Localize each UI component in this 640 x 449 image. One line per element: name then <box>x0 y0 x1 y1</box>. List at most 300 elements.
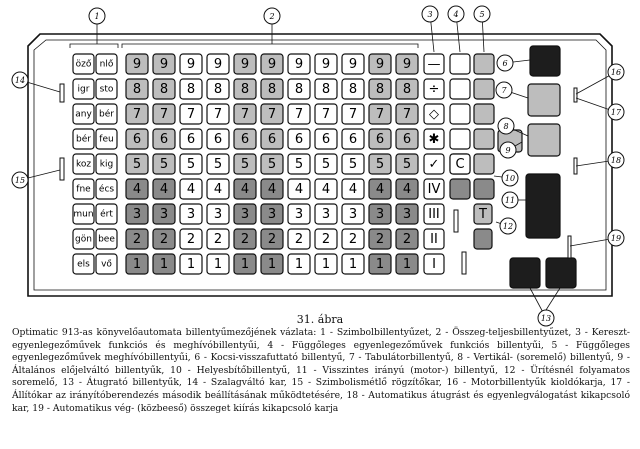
amount-key-c11-r5-label: 5 <box>402 157 412 172</box>
word-key-r7-b <box>96 204 117 224</box>
amount-key-c10-r2-label: 8 <box>375 82 385 97</box>
word-key-r4-b <box>96 129 117 149</box>
clear-linefeed-key <box>474 204 492 224</box>
word-key-r7-b-label: ért <box>100 209 113 220</box>
amount-key-c8-r8-label: 2 <box>321 232 331 247</box>
amount-key-c2-r7 <box>153 204 175 224</box>
amount-key-c6-r7-label: 3 <box>267 207 277 222</box>
callout-5 <box>474 6 490 52</box>
vertical-key-b-6 <box>474 179 494 199</box>
amount-key-c4-r9 <box>207 254 229 274</box>
callout-14 <box>12 72 60 92</box>
amount-key-c1-r3-label: 7 <box>132 107 142 122</box>
motor-key <box>526 174 560 238</box>
amount-key-c4-r1-label: 9 <box>213 57 223 72</box>
amount-key-c4-r8-label: 2 <box>213 232 223 247</box>
amount-key-c3-r8 <box>180 229 202 249</box>
amount-key-c3-r4 <box>180 129 202 149</box>
roman-key-2 <box>424 204 444 224</box>
amount-key-c2-r1-label: 9 <box>159 57 169 72</box>
vertical-key-b-6-cap <box>474 179 494 199</box>
amount-key-c8-r9-label: 1 <box>321 257 331 272</box>
amount-key-c4-r3 <box>207 104 229 124</box>
vertical-key-b-1-cap <box>474 54 494 74</box>
amount-key-c4-r3-label: 7 <box>213 107 223 122</box>
word-key-r6-b-label: écs <box>98 184 115 195</box>
amount-key-c5-r3-label: 7 <box>240 107 250 122</box>
callout-4-label: 4 <box>453 10 459 19</box>
carriage-return-key-cap <box>530 46 560 76</box>
callout-2-label: 2 <box>269 12 275 21</box>
correction-key-c <box>450 154 470 174</box>
word-key-r1-b-label: nlő <box>99 59 114 70</box>
amount-key-c10-r6 <box>369 179 391 199</box>
amount-key-c8-r6 <box>315 179 337 199</box>
amount-key-c11-r7-label: 3 <box>402 207 412 222</box>
amount-key-c1-r2 <box>126 79 148 99</box>
amount-key-c9-r4-label: 6 <box>348 132 358 147</box>
amount-key-c11-r6-label: 4 <box>402 182 412 197</box>
word-key-r2-b <box>96 79 117 99</box>
vertical-key-a-3-cap <box>450 104 470 124</box>
callout-2 <box>264 8 280 44</box>
amount-key-c8-r1 <box>315 54 337 74</box>
tab-key <box>528 84 560 116</box>
amount-key-c6-r9-label: 1 <box>267 257 277 272</box>
amount-key-c7-r9-label: 1 <box>294 257 304 272</box>
roman-key-3-label: II <box>430 232 438 247</box>
word-key-r6-a-label: fne <box>76 184 91 195</box>
callout-3 <box>422 6 438 52</box>
vertical-key-a-1-cap <box>450 54 470 74</box>
amount-key-c7-r8 <box>288 229 310 249</box>
word-key-r1-a <box>73 54 94 74</box>
figure-title: 31. ábra <box>296 313 344 326</box>
amount-key-c5-r4-label: 6 <box>240 132 250 147</box>
callout-1 <box>89 8 105 44</box>
amount-key-c7-r1-label: 9 <box>294 57 304 72</box>
word-key-r9-a-label: els <box>77 259 90 270</box>
word-key-r9-a <box>73 254 94 274</box>
word-key-r5-a-label: koz <box>75 159 92 170</box>
vertical-key-b-4-cap <box>474 129 494 149</box>
amount-key-c5-r6 <box>234 179 256 199</box>
amount-key-c6-r5-label: 5 <box>267 157 277 172</box>
vertical-key-b-2-cap <box>474 79 494 99</box>
amount-key-c2-r8-label: 2 <box>159 232 169 247</box>
callout-5-label: 5 <box>479 10 485 19</box>
amount-key-c2-r5 <box>153 154 175 174</box>
amount-key-c6-r3-label: 7 <box>267 107 277 122</box>
amount-key-c9-r1 <box>342 54 364 74</box>
word-key-r2-a <box>73 79 94 99</box>
callout-13-label: 13 <box>540 314 552 323</box>
amount-key-c11-r3-label: 7 <box>402 107 412 122</box>
callout-17-label: 17 <box>610 108 622 117</box>
word-key-r3-a-label: any <box>75 109 92 120</box>
group-2-bracket <box>122 44 418 48</box>
roman-key-2-label: III <box>428 207 440 222</box>
function-key-5 <box>424 154 444 174</box>
amount-key-c11-r4 <box>396 129 418 149</box>
amount-key-c10-r8-label: 2 <box>375 232 385 247</box>
callout-16 <box>576 64 624 94</box>
amount-key-c4-r7-label: 3 <box>213 207 223 222</box>
amount-key-c1-r7-label: 3 <box>132 207 142 222</box>
word-key-r2-b-label: sto <box>99 84 114 95</box>
amount-key-c3-r3-label: 7 <box>186 107 196 122</box>
callout-19 <box>570 230 624 246</box>
amount-key-c4-r5-label: 5 <box>213 157 223 172</box>
word-key-r9-b <box>96 254 117 274</box>
amount-key-c6-r7 <box>261 204 283 224</box>
amount-key-c1-r6-label: 4 <box>132 182 142 197</box>
amount-key-c6-r8 <box>261 229 283 249</box>
amount-key-c9-r7-label: 3 <box>348 207 358 222</box>
word-key-r8-b <box>96 229 117 249</box>
amount-key-c8-r5 <box>315 154 337 174</box>
function-key-1-label: — <box>427 57 441 72</box>
amount-key-c1-r6 <box>126 179 148 199</box>
amount-key-c3-r7 <box>180 204 202 224</box>
group-1-bracket <box>70 44 118 48</box>
amount-key-c5-r5-label: 5 <box>240 157 250 172</box>
amount-key-c11-r8-label: 2 <box>402 232 412 247</box>
amount-key-c9-r5 <box>342 154 364 174</box>
vertical-key-a-6 <box>450 179 470 199</box>
amount-key-c3-r3 <box>180 104 202 124</box>
vertical-feed-key-cap <box>528 124 560 156</box>
amount-key-c3-r5 <box>180 154 202 174</box>
callout-14-label: 14 <box>14 76 26 85</box>
amount-key-c1-r9 <box>126 254 148 274</box>
amount-key-c7-r3-label: 7 <box>294 107 304 122</box>
amount-key-c8-r9 <box>315 254 337 274</box>
amount-key-c9-r3-label: 7 <box>348 107 358 122</box>
figure-caption: Optimatic 913-as könyvelőautomata billentyűmezőjének vázlata: 1 - Szimbolbillentyűzet, 2 - Összeg-teljesbillentyűzet, 3 - Kereszt-egyenlegezőművek funkciós és meghívóbillentyűi, 4 - Függőleges egyenlegezőművek funkciós billentyűi, 5 - Függőleges egyenlegezőművek meghívóbillentyűi, 6 - Kocsi-visszafuttató billentyű, 7 - Tabulátorbillentyű, 8 - Vertikál- (soremelő) billentyű, 9 - Általános előjelváltó billentyűk, 10 - Helyesbítőbillentyű, 11 - Visszintes irányú (motor-) billentyű, 12 - Ürítésnél folyamatos soremelő, 13 - Átugrató billentyűk, 14 - Szalagváltó kar, 15 - Szimbolismétlő rögzítőkar, 16 - Motorbillentyűk kioldókarja, 17 - Állítókar az irányítóberendezés második beállításának működtetésére, 18 - Automatikus átugrást és egyenlegválogatást kikapcsoló kar, 19 - Automatikus vég- (közbeeső) összeget kiírás kikapcsoló karja <box>12 327 630 414</box>
skip-key-left <box>510 258 540 288</box>
callout-16-label: 16 <box>610 68 622 77</box>
amount-key-c2-r4 <box>153 129 175 149</box>
amount-key-c1-r1-label: 9 <box>132 57 142 72</box>
motor-key-cap <box>526 174 560 238</box>
amount-key-c2-r6 <box>153 179 175 199</box>
amount-key-c10-r6-label: 4 <box>375 182 385 197</box>
roman-key-4 <box>424 254 444 274</box>
amount-key-c2-r1 <box>153 54 175 74</box>
word-key-r3-b-label: bér <box>99 109 114 120</box>
amount-key-c3-r9-label: 1 <box>186 257 196 272</box>
amount-key-c7-r4-label: 6 <box>294 132 304 147</box>
roman-key-1 <box>424 179 444 199</box>
amount-key-c3-r6 <box>180 179 202 199</box>
amount-key-c4-r7 <box>207 204 229 224</box>
amount-key-c11-r3 <box>396 104 418 124</box>
amount-key-c10-r9-label: 1 <box>375 257 385 272</box>
callout-7-label: 7 <box>501 86 507 95</box>
amount-key-c3-r2 <box>180 79 202 99</box>
amount-key-c11-r6 <box>396 179 418 199</box>
callout-6-label: 6 <box>502 59 508 68</box>
amount-key-c4-r4-label: 6 <box>213 132 223 147</box>
amount-key-c6-r6 <box>261 179 283 199</box>
amount-key-c9-r5-label: 5 <box>348 157 358 172</box>
callout-17 <box>576 98 624 120</box>
amount-key-c10-r3-label: 7 <box>375 107 385 122</box>
word-key-r1-b <box>96 54 117 74</box>
vertical-key-b-4 <box>474 129 494 149</box>
amount-key-c7-r5-label: 5 <box>294 157 304 172</box>
amount-key-c6-r1 <box>261 54 283 74</box>
vertical-key-a-3 <box>450 104 470 124</box>
amount-key-c7-r8-label: 2 <box>294 232 304 247</box>
amount-key-c8-r4-label: 6 <box>321 132 331 147</box>
ribbon-lever <box>60 84 64 102</box>
function-key-4-label: ✱ <box>428 132 440 147</box>
word-key-r6-b <box>96 179 117 199</box>
amount-key-c11-r4-label: 6 <box>402 132 412 147</box>
amount-key-c6-r4-label: 6 <box>267 132 277 147</box>
amount-key-c2-r3-label: 7 <box>159 107 169 122</box>
amount-key-c3-r5-label: 5 <box>186 157 196 172</box>
function-key-2-label: ÷ <box>428 82 440 97</box>
amount-key-c8-r3 <box>315 104 337 124</box>
amount-key-c5-r1 <box>234 54 256 74</box>
amount-key-c11-r7 <box>396 204 418 224</box>
vertical-key-b-3-cap <box>474 104 494 124</box>
amount-key-c7-r9 <box>288 254 310 274</box>
amount-key-c10-r1 <box>369 54 391 74</box>
amount-key-c4-r1 <box>207 54 229 74</box>
amount-key-c5-r2-label: 8 <box>240 82 250 97</box>
repeat-lever <box>60 158 64 180</box>
amount-key-c6-r3 <box>261 104 283 124</box>
amount-key-c6-r4 <box>261 129 283 149</box>
callout-1-label: 1 <box>94 12 100 21</box>
amount-key-c11-r1-label: 9 <box>402 57 412 72</box>
amount-key-c7-r2-label: 8 <box>294 82 304 97</box>
amount-key-c7-r6-label: 4 <box>294 182 304 197</box>
amount-key-c9-r2-label: 8 <box>348 82 358 97</box>
callout-15 <box>12 170 60 188</box>
amount-key-c9-r2 <box>342 79 364 99</box>
amount-key-c6-r2 <box>261 79 283 99</box>
amount-key-c2-r3 <box>153 104 175 124</box>
word-key-r6-a <box>73 179 94 199</box>
amount-key-c9-r9-label: 1 <box>348 257 358 272</box>
word-key-r4-a <box>73 129 94 149</box>
amount-key-c4-r4 <box>207 129 229 149</box>
amount-key-c9-r4 <box>342 129 364 149</box>
vertical-key-b-5-cap <box>474 154 494 174</box>
word-key-r4-b-label: feu <box>99 134 114 145</box>
amount-key-c4-r5 <box>207 154 229 174</box>
amount-key-c11-r2 <box>396 79 418 99</box>
amount-key-c11-r2-label: 8 <box>402 82 412 97</box>
amount-key-c9-r6 <box>342 179 364 199</box>
word-key-r5-b <box>96 154 117 174</box>
amount-key-c9-r9 <box>342 254 364 274</box>
callout-8-label: 8 <box>503 122 509 131</box>
amount-key-c5-r8 <box>234 229 256 249</box>
amount-key-c10-r5 <box>369 154 391 174</box>
amount-key-c11-r5 <box>396 154 418 174</box>
amount-key-c3-r8-label: 2 <box>186 232 196 247</box>
word-key-r3-b <box>96 104 117 124</box>
word-key-r8-a <box>73 229 94 249</box>
amount-key-c1-r5 <box>126 154 148 174</box>
amount-key-c4-r2 <box>207 79 229 99</box>
word-key-r8-a-label: gön <box>75 234 92 245</box>
side-lever-b <box>462 252 466 274</box>
amount-key-c10-r5-label: 5 <box>375 157 385 172</box>
word-key-r5-a <box>73 154 94 174</box>
amount-key-c5-r6-label: 4 <box>240 182 250 197</box>
callout-13-leader-2 <box>546 288 560 310</box>
amount-key-c2-r5-label: 5 <box>159 157 169 172</box>
amount-key-c4-r9-label: 1 <box>213 257 223 272</box>
amount-key-c5-r1-label: 9 <box>240 57 250 72</box>
amount-key-c5-r3 <box>234 104 256 124</box>
amount-key-c4-r6-label: 4 <box>213 182 223 197</box>
amount-key-c10-r3 <box>369 104 391 124</box>
vertical-key-b-5 <box>474 154 494 174</box>
amount-key-c2-r7-label: 3 <box>159 207 169 222</box>
amount-key-c3-r4-label: 6 <box>186 132 196 147</box>
callout-10 <box>494 170 518 186</box>
amount-key-c11-r1 <box>396 54 418 74</box>
amount-key-c10-r7 <box>369 204 391 224</box>
function-key-4 <box>424 129 444 149</box>
amount-key-c5-r4 <box>234 129 256 149</box>
function-key-1 <box>424 54 444 74</box>
callout-9-label: 9 <box>505 146 511 155</box>
correction-key-c-label: C <box>455 157 465 172</box>
amount-key-c10-r2 <box>369 79 391 99</box>
amount-key-c6-r8-label: 2 <box>267 232 277 247</box>
skip-key-right <box>546 258 576 288</box>
amount-key-c5-r7 <box>234 204 256 224</box>
amount-key-c5-r7-label: 3 <box>240 207 250 222</box>
amount-key-c8-r2-label: 8 <box>321 82 331 97</box>
linefeed-key-2-cap <box>474 229 492 249</box>
amount-key-c10-r7-label: 3 <box>375 207 385 222</box>
amount-key-c11-r9-label: 1 <box>402 257 412 272</box>
amount-key-c8-r2 <box>315 79 337 99</box>
roman-key-1-label: IV <box>427 182 441 197</box>
amount-key-c1-r9-label: 1 <box>132 257 142 272</box>
callout-18 <box>576 152 624 168</box>
amount-key-c7-r2 <box>288 79 310 99</box>
amount-key-c8-r5-label: 5 <box>321 157 331 172</box>
word-key-r8-b-label: bee <box>98 234 115 245</box>
callout-12 <box>496 218 516 234</box>
vertical-key-a-4 <box>450 129 470 149</box>
function-key-3 <box>424 104 444 124</box>
amount-key-c3-r1-label: 9 <box>186 57 196 72</box>
function-key-5-label: ✓ <box>428 157 440 172</box>
amount-key-c2-r9 <box>153 254 175 274</box>
amount-key-c11-r9 <box>396 254 418 274</box>
callout-4 <box>448 6 464 52</box>
amount-key-c1-r2-label: 8 <box>132 82 142 97</box>
word-key-r7-a <box>73 204 94 224</box>
callout-10-label: 10 <box>504 174 516 183</box>
amount-key-c6-r9 <box>261 254 283 274</box>
amount-key-c3-r9 <box>180 254 202 274</box>
callout-11 <box>502 192 526 208</box>
amount-key-c3-r2-label: 8 <box>186 82 196 97</box>
callout-18-label: 18 <box>610 156 622 165</box>
amount-key-c4-r2-label: 8 <box>213 82 223 97</box>
amount-key-c1-r8 <box>126 229 148 249</box>
function-key-2 <box>424 79 444 99</box>
amount-key-c5-r8-label: 2 <box>240 232 250 247</box>
amount-key-c10-r9 <box>369 254 391 274</box>
amount-key-c5-r9-label: 1 <box>240 257 250 272</box>
amount-key-c9-r8 <box>342 229 364 249</box>
amount-key-c3-r7-label: 3 <box>186 207 196 222</box>
roman-key-3 <box>424 229 444 249</box>
amount-key-c6-r6-label: 4 <box>267 182 277 197</box>
amount-key-c7-r7 <box>288 204 310 224</box>
amount-key-c1-r7 <box>126 204 148 224</box>
skip-key-left-cap <box>510 258 540 288</box>
amount-key-c8-r1-label: 9 <box>321 57 331 72</box>
amount-key-c6-r1-label: 9 <box>267 57 277 72</box>
amount-key-c2-r2 <box>153 79 175 99</box>
amount-key-c6-r2-label: 8 <box>267 82 277 97</box>
vertical-key-b-2 <box>474 79 494 99</box>
release-lever <box>574 88 577 102</box>
amount-key-c11-r8 <box>396 229 418 249</box>
amount-key-c2-r2-label: 8 <box>159 82 169 97</box>
amount-key-c9-r7 <box>342 204 364 224</box>
word-key-r3-a <box>73 104 94 124</box>
amount-key-c7-r6 <box>288 179 310 199</box>
amount-key-c8-r8 <box>315 229 337 249</box>
vertical-key-a-1 <box>450 54 470 74</box>
amount-key-c1-r3 <box>126 104 148 124</box>
amount-key-c5-r5 <box>234 154 256 174</box>
amount-key-c7-r4 <box>288 129 310 149</box>
amount-key-c7-r7-label: 3 <box>294 207 304 222</box>
amount-key-c8-r7 <box>315 204 337 224</box>
amount-key-c8-r3-label: 7 <box>321 107 331 122</box>
amount-key-c10-r4 <box>369 129 391 149</box>
amount-key-c4-r6 <box>207 179 229 199</box>
vertical-key-a-2 <box>450 79 470 99</box>
callout-7 <box>496 82 528 98</box>
clear-linefeed-key-label: T <box>479 207 487 222</box>
amount-key-c2-r9-label: 1 <box>159 257 169 272</box>
amount-key-c2-r4-label: 6 <box>159 132 169 147</box>
callout-19-label: 19 <box>610 234 622 243</box>
amount-key-c8-r6-label: 4 <box>321 182 331 197</box>
amount-key-c5-r2 <box>234 79 256 99</box>
amount-key-c1-r1 <box>126 54 148 74</box>
amount-key-c7-r3 <box>288 104 310 124</box>
amount-key-c3-r1 <box>180 54 202 74</box>
amount-key-c9-r1-label: 9 <box>348 57 358 72</box>
word-key-r7-a-label: mun <box>73 209 94 220</box>
callout-6 <box>497 55 530 71</box>
skip-key-right-cap <box>546 258 576 288</box>
word-key-r5-b-label: kig <box>99 159 114 170</box>
word-key-r9-b-label: vő <box>101 259 112 270</box>
vertical-key-a-2-cap <box>450 79 470 99</box>
vertical-feed-key <box>528 124 560 156</box>
